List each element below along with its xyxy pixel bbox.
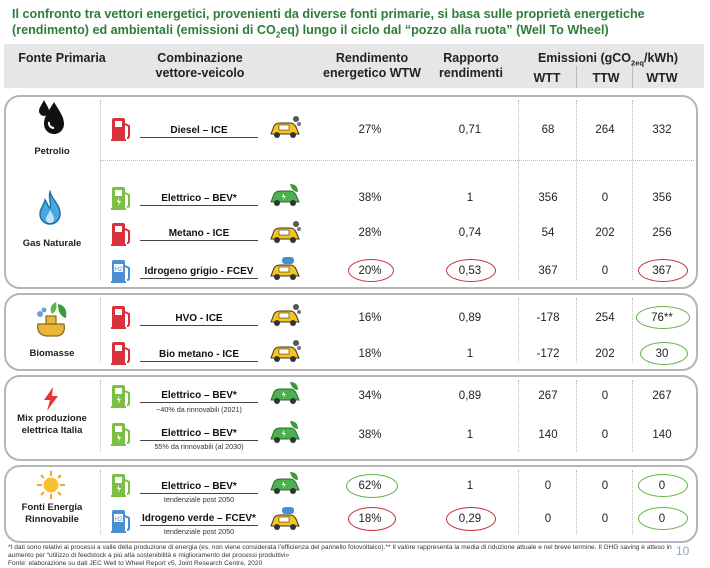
source-gas-naturale: Gas Naturale	[22, 238, 82, 249]
header-fonte: Fonte Primaria	[18, 51, 106, 65]
title-line-2	[12, 22, 702, 44]
cell-wtw: 367	[652, 265, 672, 277]
group-rinnovabile	[4, 465, 698, 543]
cell-rapporto: 1	[466, 348, 474, 360]
cell-wtt: 54	[541, 227, 555, 239]
cell-ttw: 202	[595, 227, 615, 239]
group-mix	[4, 375, 698, 461]
column-divider	[100, 100, 101, 280]
title-line-1: Il confronto tra vettori energetici, provenienti da diverse fonti primarie, si basa sulle proprietà energetiche	[12, 7, 645, 21]
row-label: Elettrico – BEV*	[140, 481, 258, 494]
column-divider	[632, 100, 633, 280]
source-rinnovabile: Fonti Energia Rinnovabile	[21, 502, 83, 525]
row-sublabel: ~40% da rinnovabili (2021)	[156, 405, 242, 414]
cell-rapporto: 0,29	[458, 513, 482, 525]
cell-wtw: 0	[658, 513, 666, 525]
header-emissioni	[518, 51, 698, 71]
cell-rendimento: 38%	[358, 429, 382, 441]
header-rapporto: Rapporto rendimenti	[439, 51, 503, 80]
cell-wtt: 367	[538, 265, 558, 277]
header-divider	[632, 66, 633, 88]
lightning-icon	[42, 386, 60, 412]
charging-station-icon	[110, 185, 132, 211]
header-emissioni-a: Emissioni (gCO	[537, 51, 632, 65]
cell-wtt: 356	[538, 192, 558, 204]
cell-ttw: 0	[601, 480, 609, 492]
charging-station-icon	[110, 421, 132, 447]
column-divider	[576, 298, 577, 362]
fuel-pump-icon	[110, 221, 132, 247]
hydrogen-car-icon	[268, 506, 302, 534]
electric-car-icon	[268, 380, 302, 408]
cell-wtw: 140	[652, 429, 672, 441]
footnote-line-2: Fonte: elaborazione su dati JEC Well to Wheel Report v5, Joint Research Centre, 2020	[8, 560, 263, 567]
cell-ttw: 264	[595, 124, 615, 136]
cell-rendimento: 16%	[358, 312, 382, 324]
cell-wtw: 267	[652, 390, 672, 402]
cell-rendimento: 38%	[358, 192, 382, 204]
cell-rapporto: 1	[466, 480, 474, 492]
column-divider	[518, 298, 519, 362]
footnote-line-1: *I dati sono relativi ai processi a valle della produzione di energia (es. non viene considerata l’efficienza del pannello fotovoltaico).** Il valore rappresenta la media di riduzione attuale e nel breve termine. Il GHG saving è atteso in aumento per “utilizzo di feedstock a più alta sostenibilità e miglioramento dei processi produttivi»	[8, 544, 672, 559]
cell-wtt: -172	[536, 348, 560, 360]
cell-wtw: 30	[655, 348, 669, 360]
row-label: Elettrico – BEV*	[140, 428, 258, 441]
row-label: Elettrico – BEV*	[140, 193, 258, 206]
row-divider	[100, 160, 694, 161]
footnote	[8, 544, 678, 568]
row-label: Metano - ICE	[140, 228, 258, 241]
title-line-2-a: (rendimento) ed ambientali (emissioni di CO	[12, 23, 276, 37]
cell-wtw: 256	[652, 227, 672, 239]
row-sublabel: tendenziale post 2050	[163, 495, 235, 504]
row-label: Diesel – ICE	[140, 125, 258, 138]
cell-rendimento: 18%	[358, 348, 382, 360]
cell-wtt: 140	[538, 429, 558, 441]
column-divider	[576, 100, 577, 280]
hydrogen-pump-icon	[110, 258, 132, 284]
cell-wtt: 267	[538, 390, 558, 402]
source-biomasse: Biomasse	[29, 348, 75, 359]
header-divider	[576, 66, 577, 88]
header-emissioni-b: /kWh)	[643, 51, 679, 65]
cell-rendimento: 18%	[358, 513, 382, 525]
charging-station-icon	[110, 472, 132, 498]
cell-rapporto: 1	[466, 429, 474, 441]
title-line-2-b: ) lungo il ciclo dal “pozzo alla ruota” (Well To Wheel)	[294, 23, 609, 37]
combustion-car-icon	[268, 219, 302, 247]
cell-rendimento: 27%	[358, 124, 382, 136]
row-sublabel: tendenziale post 2050	[163, 527, 235, 536]
charging-station-icon	[110, 383, 132, 409]
electric-car-icon	[268, 182, 302, 210]
cell-rendimento: 62%	[358, 480, 382, 492]
row-label: HVO - ICE	[140, 313, 258, 326]
column-divider	[632, 298, 633, 362]
cell-ttw: 0	[601, 265, 609, 277]
column-divider	[518, 470, 519, 534]
column-divider	[100, 380, 101, 452]
header-ttw: TTW	[592, 71, 620, 85]
fuel-pump-icon	[110, 340, 132, 366]
header-rendimento: Rendimento energetico WTW	[323, 51, 421, 80]
cell-rapporto: 0,71	[458, 124, 482, 136]
cell-rendimento: 28%	[358, 227, 382, 239]
combustion-car-icon	[268, 114, 302, 142]
cell-ttw: 202	[595, 348, 615, 360]
cell-wtw: 0	[658, 480, 666, 492]
cell-ttw: 0	[601, 513, 609, 525]
source-petrolio: Petrolio	[34, 146, 70, 157]
cell-wtt: 0	[544, 513, 552, 525]
cell-wtw: 76**	[651, 312, 673, 324]
header-wtw: WTW	[646, 71, 678, 85]
electric-car-icon	[268, 470, 302, 498]
fuel-pump-icon	[110, 304, 132, 330]
header-combinazione: Combinazione vettore-veicolo	[155, 51, 245, 80]
header-emissioni-sub: 2eq	[631, 58, 644, 68]
electric-car-icon	[268, 419, 302, 447]
oil-drops-icon	[36, 98, 66, 138]
cell-rapporto: 0,89	[458, 390, 482, 402]
sun-icon	[36, 470, 66, 500]
page-title	[12, 6, 702, 44]
fuel-pump-icon	[110, 116, 132, 142]
row-label: Bio metano - ICE	[140, 349, 258, 362]
column-divider	[100, 298, 101, 362]
column-divider	[632, 470, 633, 534]
cell-wtw: 356	[652, 192, 672, 204]
title-sub-2: 2	[275, 30, 281, 40]
flame-icon	[36, 190, 64, 228]
header-wtt: WTT	[533, 71, 561, 85]
column-divider	[576, 470, 577, 534]
title-sub-eq: eq	[280, 23, 295, 37]
column-divider	[518, 380, 519, 452]
page-number: 10	[676, 544, 690, 558]
column-divider	[518, 100, 519, 280]
column-divider	[576, 380, 577, 452]
cell-wtt: 0	[544, 480, 552, 492]
cell-wtt: 68	[541, 124, 555, 136]
cell-rendimento: 34%	[358, 390, 382, 402]
combustion-car-icon	[268, 338, 302, 366]
cell-ttw: 0	[601, 192, 609, 204]
cell-rapporto: 0,53	[458, 265, 482, 277]
hydrogen-car-icon	[268, 256, 302, 284]
combustion-car-icon	[268, 302, 302, 330]
row-sublabel: 55% da rinnovabili (al 2030)	[154, 442, 244, 451]
cell-wtw: 332	[652, 124, 672, 136]
row-label: Elettrico – BEV*	[140, 390, 258, 403]
cell-rapporto: 0,74	[458, 227, 482, 239]
cell-wtt: -178	[536, 312, 560, 324]
cell-ttw: 0	[601, 429, 609, 441]
cell-rapporto: 1	[466, 192, 474, 204]
cell-rapporto: 0,89	[458, 312, 482, 324]
row-label: Idrogeno grigio - FCEV	[140, 266, 258, 279]
svg-text:H2: H2	[114, 267, 123, 273]
cell-rendimento: 20%	[358, 265, 382, 277]
column-divider	[632, 380, 633, 452]
cell-ttw: 0	[601, 390, 609, 402]
svg-text:H2: H2	[114, 517, 123, 523]
source-mix: Mix produzione elettrica Italia	[17, 413, 87, 436]
hydrogen-pump-icon	[110, 508, 132, 534]
row-label: Idrogeno verde – FCEV*	[140, 513, 258, 526]
biomass-oil-icon	[32, 300, 72, 340]
cell-ttw: 254	[595, 312, 615, 324]
column-divider	[100, 470, 101, 534]
